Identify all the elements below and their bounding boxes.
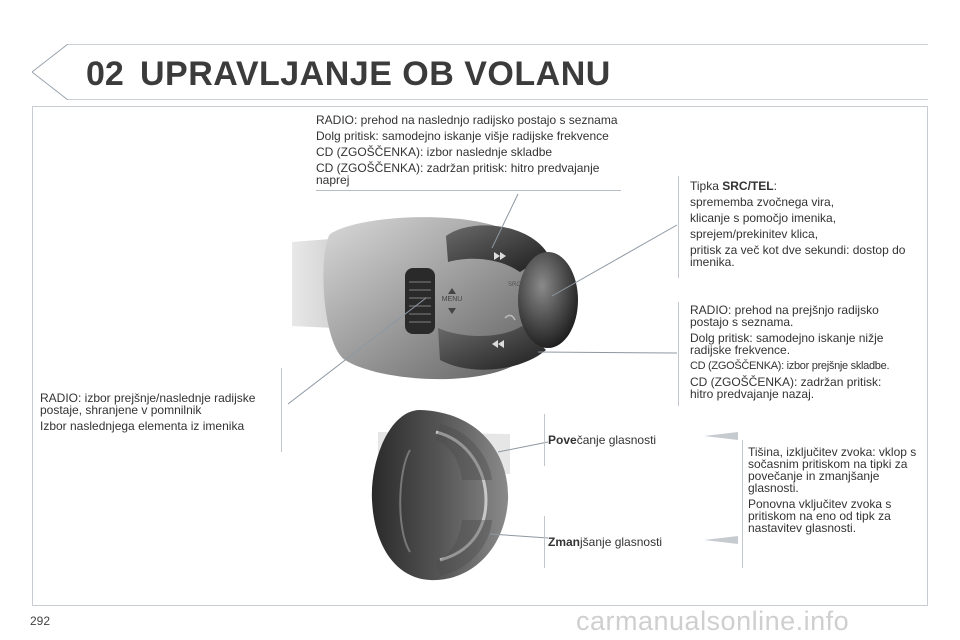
volume-up-description: [548, 434, 698, 450]
src-tel-button[interactable]: [518, 252, 578, 348]
volume-up-rest: čanje glasnosti: [576, 433, 657, 447]
callout-line: CD (ZGOŠČENKA): izbor naslednje skladbe: [316, 145, 553, 159]
page-title: UPRAVLJANJE OB VOLANU: [140, 55, 611, 93]
left-callout-rule: [281, 368, 282, 452]
callout-line: sprejem/prekinitev klica,: [690, 227, 819, 241]
callout-line: CD (ZGOŠČENKA): izbor prejšnje skladbe.: [690, 360, 890, 372]
prev-callout-rule: [678, 302, 679, 406]
src-tel-description: [690, 180, 926, 272]
callout-line: klicanje s pomočjo imenika,: [690, 211, 837, 225]
page-number: 292: [30, 614, 51, 628]
src-label: SRC: [508, 282, 521, 288]
callout-line: Dolg pritisk: samodejno iskanje višje radijske frekvence: [316, 129, 609, 143]
callout-line: RADIO: izbor prejšnje/naslednje radijske postaje, shranjene v pomnilnik: [40, 391, 256, 417]
volume-down-rest: jšanje glasnosti: [580, 535, 663, 549]
volume-down-bold: Zman: [548, 535, 581, 549]
volume-up-bold: Pove: [548, 433, 577, 447]
callout-line: Tišina, izključitev zvoka: vklop s sočasnim pritiskom na tipki za povečanje in zmanjšanje glasnosti.: [748, 445, 917, 495]
vol-down-rule: [544, 516, 545, 568]
src-tel-heading: Tipka SRC/TEL:: [690, 179, 777, 193]
callout-line: Ponovna vključitev zvoka s pritiskom na eno od tipk za nastavitev glasnosti.: [748, 497, 892, 535]
callout-line: pritisk za več kot dve sekundi: dostop do imenika.: [690, 243, 906, 269]
mute-callout-rule: [742, 440, 743, 568]
callout-line: RADIO: prehod na prejšnjo radijsko postajo s seznama.: [690, 303, 879, 329]
mute-description: [748, 446, 924, 538]
callout-line: CD (ZGOŠČENKA): zadržan pritisk: hitro predvajanje nazaj.: [690, 375, 882, 401]
previous-track-description: [690, 304, 930, 404]
callout-line: RADIO: prehod na naslednjo radijsko postajo s seznama: [316, 113, 618, 127]
chapter-number: 02: [86, 55, 124, 93]
wheel-description: [40, 392, 276, 436]
volume-down-description: [548, 536, 698, 552]
top-callout-divider: [316, 190, 621, 191]
vol-up-rule: [544, 414, 545, 466]
callout-line: Izbor naslednjega elementa iz imenika: [40, 419, 245, 433]
watermark: carmanualsonline.info: [576, 606, 850, 636]
callout-line: sprememba zvočnega vira,: [690, 195, 835, 209]
next-track-description: [316, 114, 646, 190]
callout-line: CD (ZGOŠČENKA): zadržan pritisk: hitro predvajanje naprej: [316, 161, 600, 187]
src-callout-rule: [678, 176, 679, 278]
callout-line: Dolg pritisk: samodejno iskanje nižje radijske frekvence.: [690, 331, 884, 357]
menu-label: MENU: [441, 296, 463, 303]
